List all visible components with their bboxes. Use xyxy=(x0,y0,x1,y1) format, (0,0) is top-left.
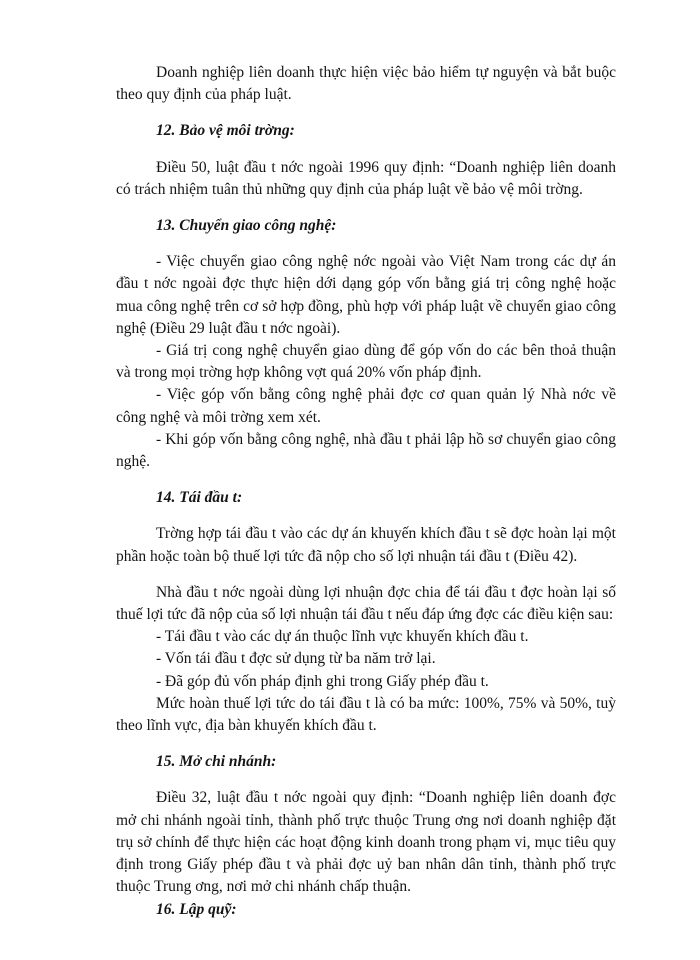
section-16-heading: 16. Lập quỹ: xyxy=(156,900,237,918)
section-14-bullet-1: - Tái đầu t vào các dự án thuộc lĩnh vực khuyến khích đầu t. xyxy=(156,628,529,646)
section-12-heading: 12. Bảo vệ môi trờng: xyxy=(156,122,295,140)
section-13-heading: 13. Chuyển giao công nghệ: xyxy=(156,217,337,235)
section-13-paragraph-3: - Việc góp vốn bằng công nghệ phải đợc cơ quan quản lý Nhà nớc về công nghệ và môi trờng xem xét. xyxy=(116,386,616,426)
section-15-heading: 15. Mở chi nhánh: xyxy=(156,753,277,771)
section-14-paragraph-2: Nhà đầu t nớc ngoài dùng lợi nhuận đợc chia để tái đầu t đợc hoàn lại số thuế lợi tức đã nộp của số lợi nhuận tái đầu t nếu đáp ứng đợc các điều kiện sau: xyxy=(116,583,616,624)
section-13-paragraph-2: - Giá trị cong nghệ chuyển giao dùng để góp vốn do các bên thoả thuận và trong mọi trờng hợp không vợt quá 20% vốn pháp định. xyxy=(116,342,616,382)
section-13-paragraph-1: - Việc chuyển giao công nghệ nớc ngoài vào Việt Nam trong các dự án đầu t nớc ngoài đợc thực hiện dới dạng góp vốn bằng giá trị công nghệ hoặc mua công nghệ trên cơ sở hợp đồng, phù hợp với pháp luật về chuyển giao công nghệ (Điều 29 luật đầu t nớc ngoài). xyxy=(116,253,616,337)
section-14-bullet-2: - Vốn tái đầu t đợc sử dụng từ ba năm trở lại. xyxy=(156,650,436,668)
section-12-paragraph: Điều 50, luật đầu t nớc ngoài 1996 quy định: “Doanh nghiệp liên doanh có trách nhiệm tuân thủ những quy định của pháp luật về bảo vệ môi trờng. xyxy=(116,158,616,198)
document-page xyxy=(116,62,616,921)
section-14-paragraph-3: Mức hoàn thuế lợi tức do tái đầu t là có ba mức: 100%, 75% và 50%, tuỳ theo lĩnh vực, địa bàn khuyến khích đầu t. xyxy=(116,694,616,735)
section-14-paragraph-1: Trờng hợp tái đầu t vào các dự án khuyến khích đầu t sẽ đợc hoàn lại một phần hoặc toàn bộ thuế lợi tức đã nộp cho số lợi nhuận tái đầu t (Điều 42). xyxy=(116,525,616,565)
intro-paragraph: Doanh nghiệp liên doanh thực hiện việc bảo hiểm tự nguyện và bắt buộc theo quy định của pháp luật. xyxy=(116,64,616,104)
section-15-paragraph: Điều 32, luật đầu t nớc ngoài quy định: “Doanh nghiệp liên doanh đợc mở chi nhánh ngoài tỉnh, thành phố trực thuộc Trung ơng nơi doanh nghiệp đặt trụ sở chính để thực hiện các hoạt động kinh doanh trong phạm vi, mục tiêu quy định trong Giấy phép đầu t và phải đợc uỷ ban nhân dân tỉnh, thành phố trực thuộc Trung ơng, nơi mở chi nhánh chấp thuận. xyxy=(116,789,616,896)
section-14-heading: 14. Tái đầu t: xyxy=(156,489,243,507)
section-14-bullet-3: - Đã góp đủ vốn pháp định ghi trong Giấy phép đầu t. xyxy=(156,672,489,690)
section-13-paragraph-4: - Khi góp vốn bằng công nghệ, nhà đầu t phải lập hồ sơ chuyển giao công nghệ. xyxy=(116,430,616,471)
